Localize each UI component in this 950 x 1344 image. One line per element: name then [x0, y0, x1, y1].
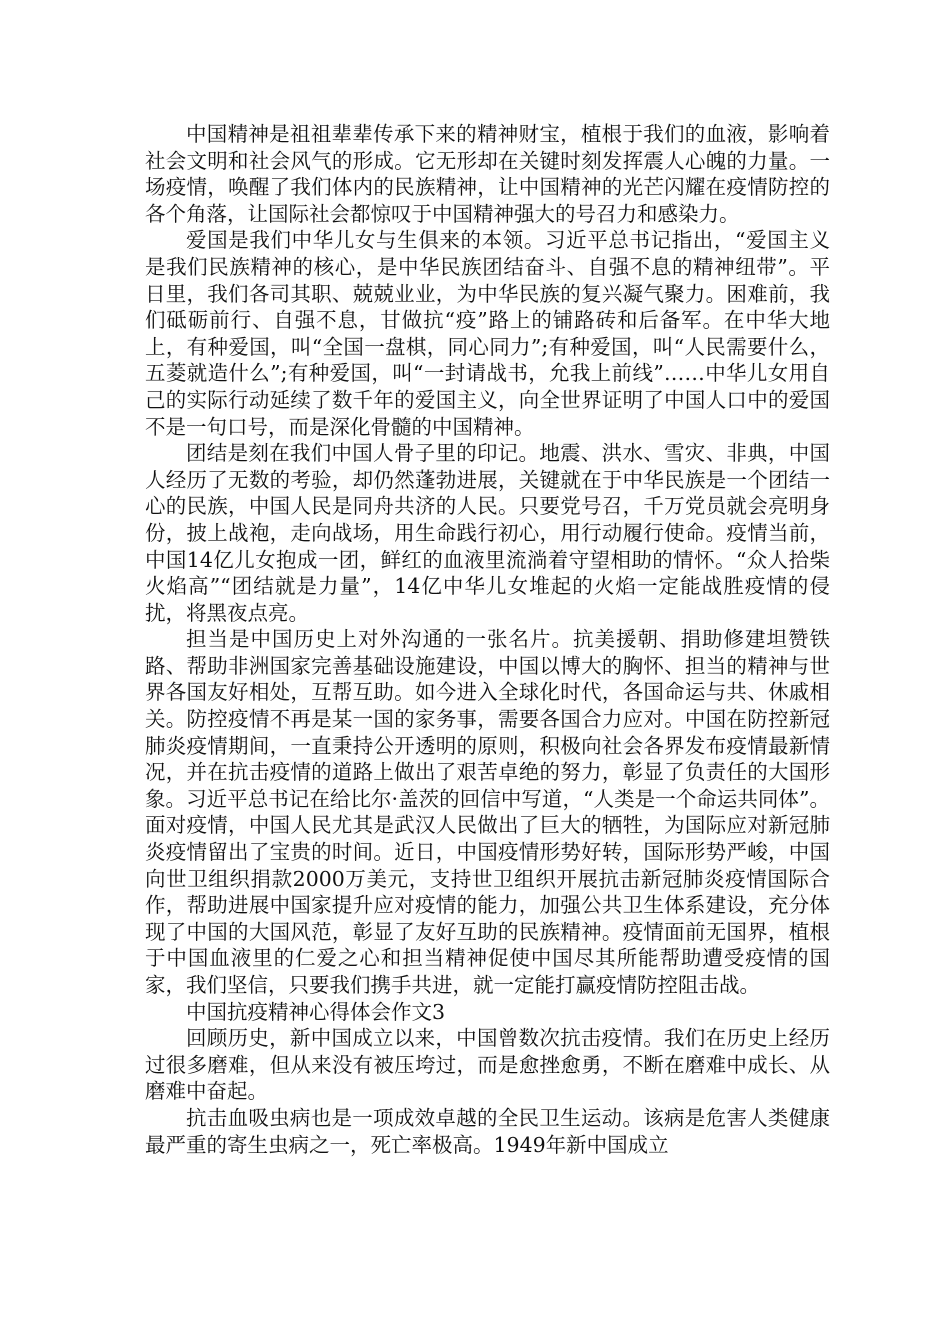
paragraph-responsibility: 担当是中国历史上对外沟通的一张名片。抗美援朝、捐助修建坦赞铁路、帮助非洲国家完善基础设施建设，中国以博大的胸怀、担当的精神与世界各国友好相处，互帮互助。如今进入全球化时代，各国命运与共、休戚相关。防控疫情不再是某一国的家务事，需要各国合力应对。中国在防控新冠肺炎疫情期间，一直秉持公开透明的原则，积极向社会各界发布疫情最新情况，并在抗击疫情的道路上做出了艰苦卓绝的努力，彰显了负责任的大国形象。习近平总书记在给比尔·盖茨的回信中写道，“人类是一个命运共同体”。面对疫情，中国人民尤其是武汉人民做出了巨大的牺牲，为国际应对新冠肺炎疫情留出了宝贵的时间。近日，中国疫情形势好转，国际形势严峻，中国向世卫组织捐款2000万美元，支持世卫组织开展抗击新冠肺炎疫情国际合作，帮助进展中国家提升应对疫情的能力，加强公共卫生体系建设，充分体现了中国的大国风范，彰显了友好互助的民族精神。疫情面前无国界，植根于中国血液里的仁爱之心和担当精神促使中国尽其所能帮助遭受疫情的国家，我们坚信，只要我们携手共进，就一定能打赢疫情防控阻击战。: [145, 627, 830, 997]
paragraph-history-review: 回顾历史，新中国成立以来，中国曾数次抗击疫情。我们在历史上经历过很多磨难，但从来没有被压垮过，而是愈挫愈勇，不断在磨难中成长、从磨难中奋起。: [145, 1026, 830, 1104]
paragraph-chinese-spirit: 中国精神是祖祖辈辈传承下来的精神财宝，植根于我们的血液，影响着社会文明和社会风气的形成。它无形却在关键时刻发挥震人心魄的力量。一场疫情，唤醒了我们体内的民族精神，让中国精神的光芒闪耀在疫情防控的各个角落，让国际社会都惊叹于中国精神强大的号召力和感染力。: [145, 122, 830, 226]
document-page: [145, 121, 830, 1158]
paragraph-schistosomiasis: 抗击血吸虫病也是一项成效卓越的全民卫生运动。该病是危害人类健康最严重的寄生虫病之一，死亡率极高。1949年新中国成立: [145, 1105, 830, 1157]
paragraph-unity: 团结是刻在我们中国人骨子里的印记。地震、洪水、雪灾、非典，中国人经历了无数的考验，却仍然蓬勃进展，关键就在于中华民族是一个团结一心的民族，中国人民是同舟共济的人民。只要党号召，千万党员就会亮明身份，披上战袍，走向战场，用生命践行初心，用行动履行使命。疫情当前，中国14亿儿女抱成一团，鲜红的血液里流淌着守望相助的情怀。“众人拾柴火焰高”“团结就是力量”，14亿中华儿女堆起的火焰一定能战胜疫情的侵扰，将黑夜点亮。: [145, 441, 830, 625]
section-heading: 中国抗疫精神心得体会作文3: [186, 999, 446, 1024]
paragraph-patriotism: 爱国是我们中华儿女与生俱来的本领。习近平总书记指出，“爱国主义是我们民族精神的核心，是中华民族团结奋斗、自强不息的精神纽带”。平日里，我们各司其职、兢兢业业，为中华民族的复兴凝气聚力。困难前，我们砥砺前行、自强不息，甘做抗“疫”路上的铺路砖和后备军。在中华大地上，有种爱国，叫“全国一盘棋，同心同力”;有种爱国，叫“人民需要什么，五菱就造什么”;有种爱国，叫“一封请战书，允我上前线”……中华儿女用自己的实际行动延续了数千年的爱国主义，向全世界证明了中国人口中的爱国不是一句口号，而是深化骨髓的中国精神。: [145, 228, 830, 439]
